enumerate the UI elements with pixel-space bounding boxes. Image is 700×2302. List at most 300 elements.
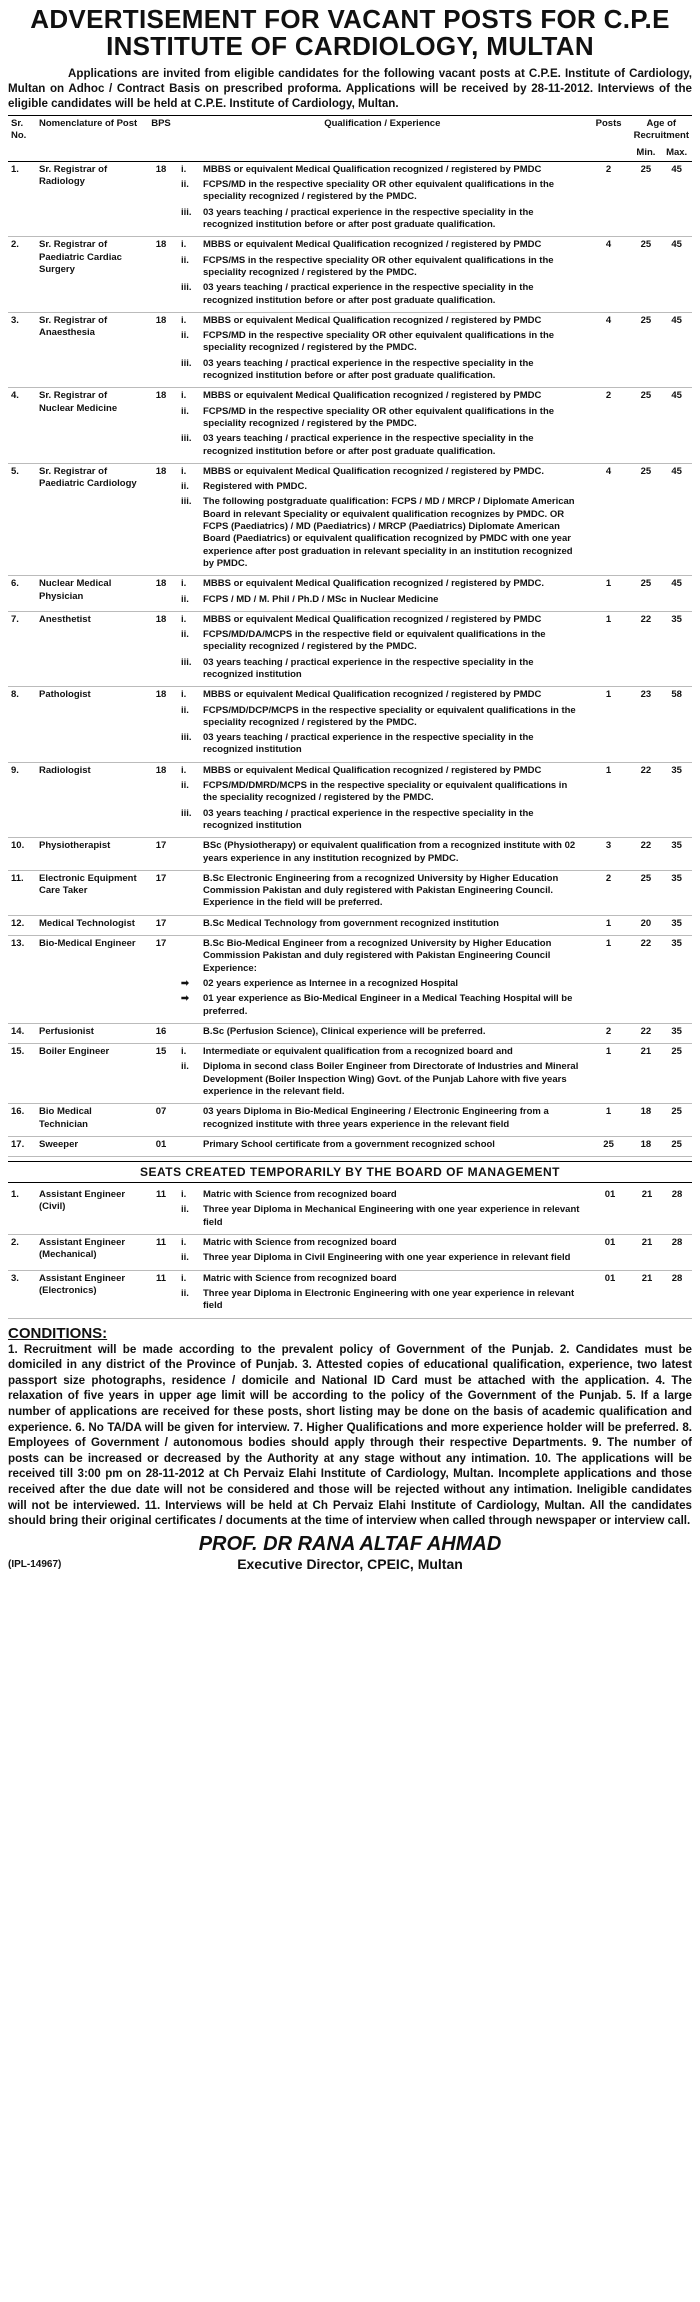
post-name: Nuclear Medical Physician — [36, 576, 144, 612]
qualification-text: Primary School certificate from a government recognized school — [203, 1138, 495, 1150]
post-name: Sr. Registrar of Paediatric Cardiology — [36, 463, 144, 575]
qualification-marker: ➡ — [181, 977, 189, 989]
post-qualification — [178, 576, 587, 612]
post-name: Assistant Engineer (Civil) — [36, 1187, 144, 1234]
post-count: 1 — [587, 576, 631, 612]
qualification-item — [181, 433, 584, 458]
post-serial: 6. — [8, 576, 36, 612]
header-qualification: Qualification / Experience — [178, 116, 587, 162]
post-age-max: 28 — [662, 1235, 692, 1271]
header-name: Nomenclature of Post — [36, 116, 144, 162]
temporary-seats-heading: SEATS CREATED TEMPORARILY BY THE BOARD OF MANAGEMENT — [8, 1161, 692, 1183]
signatory-name: PROF. DR RANA ALTAF AHMAD — [198, 1532, 502, 1555]
qualification-text: 03 years teaching / practical experience in the respective speciality in the recognized institution — [203, 656, 534, 680]
post-count: 1 — [587, 915, 631, 935]
post-age-max: 35 — [661, 611, 692, 686]
post-serial: 14. — [8, 1023, 36, 1043]
post-serial: 5. — [8, 463, 36, 575]
qualification-marker: ii. — [181, 330, 189, 342]
qualification-text: MBBS or equivalent Medical Qualification recognized / registered by PMDC — [203, 163, 542, 175]
post-age-max: 28 — [662, 1187, 692, 1234]
qualification-item — [181, 614, 584, 626]
qualification-text: Three year Diploma in Civil Engineering with one year experience in relevant field — [203, 1252, 571, 1264]
table-row — [8, 576, 692, 612]
post-bps: 18 — [144, 161, 178, 236]
post-qualification — [178, 1235, 588, 1271]
qualification-marker: i. — [181, 1189, 187, 1201]
post-qualification — [178, 687, 587, 762]
post-age-max: 45 — [661, 388, 692, 463]
post-age-min: 25 — [631, 463, 662, 575]
post-qualification — [178, 870, 587, 915]
qualification-marker: ii. — [181, 405, 189, 417]
post-name: Sweeper — [36, 1136, 144, 1156]
post-age-max: 35 — [661, 870, 692, 915]
post-name: Radiologist — [36, 762, 144, 837]
post-count: 25 — [587, 1136, 631, 1156]
post-bps: 17 — [144, 915, 178, 935]
post-bps: 18 — [144, 312, 178, 387]
signature-block — [128, 1533, 572, 1572]
qualification-item — [181, 938, 584, 975]
qualification-marker: i. — [181, 613, 187, 625]
qualification-text: B.Sc Electronic Engineering from a recognized University by Higher Education Commission Pakistan and duly registered with Pakistan Engineering Council. Experience in the field will be preferred. — [203, 872, 559, 909]
post-qualification — [178, 1270, 588, 1318]
post-bps: 16 — [144, 1023, 178, 1043]
post-count: 1 — [587, 1104, 631, 1137]
post-qualification — [178, 161, 587, 236]
post-age-min: 25 — [631, 237, 662, 312]
post-serial: 1. — [8, 1187, 36, 1234]
qualification-item — [181, 780, 584, 805]
post-serial: 2. — [8, 237, 36, 312]
qualification-item — [181, 993, 584, 1018]
post-serial: 8. — [8, 687, 36, 762]
qualification-item — [181, 918, 584, 930]
post-bps: 18 — [144, 463, 178, 575]
post-age-max: 28 — [662, 1270, 692, 1318]
conditions-heading: CONDITIONS: — [8, 1324, 108, 1342]
post-qualification — [178, 1136, 587, 1156]
qualification-marker — [181, 873, 203, 910]
qualification-marker: ii. — [181, 704, 189, 716]
post-age-min: 18 — [631, 1104, 662, 1137]
post-bps: 11 — [144, 1270, 178, 1318]
conditions-text: 1. Recruitment will be made according to the prevalent policy of Government of the Punjab. 2. Candidates must be domiciled in any district of the Province of Punjab. 3. Attested copies of educational qualification, experience, two latest passport size photographs, residence / domicile and National ID Card must be attached with the application. 4. The relaxation of five years in upper age limit will be according to the policy of the Government of the Punjab. 5. If a large number of applications are received for these posts, short listing may be done on the basis of academic qualification and experience. 6. No TA/DA will be given for interview. 7. Higher Qualifications and more experience holder will be preferred. 8. Employees of Government / autonomous bodies should apply through their respective Departments. 9. The number of posts can be increased or decreased by the Authority at any stage without any intimation. 10. The applications will be received till 3:00 pm on 28-11-2012 at Ch Pervaiz Elahi Institute of Cardiology, Multan. Incomplete applications and those received after the due date will not be considered and those will be rejected without any intimation. Ineligible candidates will not be interviewed. 11. Interviews will be held at Ch Pervaiz Elahi Institute of Cardiology, Multan. All the candidates should bring their original certificates / documents at the time of interview when called through newspaper or interview call. — [8, 1342, 692, 1528]
post-count: 3 — [587, 838, 631, 871]
qualification-text: 03 years teaching / practical experience in the respective speciality in the recognized institution — [203, 807, 534, 831]
post-age-min: 22 — [631, 762, 662, 837]
qualification-item — [181, 315, 584, 327]
table-row — [8, 1187, 692, 1234]
qualification-marker: i. — [181, 390, 187, 402]
qualification-item — [181, 496, 584, 570]
qualification-marker: i. — [181, 1046, 187, 1058]
post-bps: 18 — [144, 762, 178, 837]
table-row — [8, 1270, 692, 1318]
post-age-min: 22 — [631, 1023, 662, 1043]
qualification-text: FCPS/MS in the respective speciality OR other equivalent qualifications in the speciality recognized / registered by the PMDC. — [203, 254, 554, 278]
qualification-text: MBBS or equivalent Medical Qualification recognized / registered by PMDC — [203, 764, 542, 776]
qualification-text: FCPS/MD in the respective speciality OR other equivalent qualifications in the speciality recognized / registered by the PMDC. — [203, 405, 555, 429]
header-age: Age of Recruitment — [631, 116, 692, 145]
qualification-text: B.Sc (Perfusion Science), Clinical experience will be preferred. — [203, 1025, 486, 1037]
post-name: Perfusionist — [36, 1023, 144, 1043]
qualification-item — [181, 358, 584, 383]
post-age-max: 25 — [661, 1104, 692, 1137]
post-serial: 3. — [8, 1270, 36, 1318]
qualification-marker: ii. — [181, 780, 189, 792]
post-serial: 10. — [8, 838, 36, 871]
post-age-min: 23 — [631, 687, 662, 762]
post-age-min: 22 — [631, 838, 662, 871]
post-bps: 18 — [144, 611, 178, 686]
post-name: Sr. Registrar of Anaesthesia — [36, 312, 144, 387]
post-age-max: 25 — [661, 1044, 692, 1104]
post-bps: 15 — [144, 1044, 178, 1104]
table-row — [8, 1023, 692, 1043]
qualification-marker: ii. — [181, 593, 189, 605]
qualification-marker: ii. — [181, 179, 189, 191]
post-age-max: 45 — [661, 576, 692, 612]
qualification-marker: iii. — [181, 282, 192, 294]
header-sr: Sr. No. — [8, 116, 36, 162]
qualification-marker: i. — [181, 578, 187, 590]
post-name: Medical Technologist — [36, 915, 144, 935]
post-qualification — [178, 463, 587, 575]
post-name: Physiotherapist — [36, 838, 144, 871]
qualification-marker: i. — [181, 465, 187, 477]
qualification-marker: iii. — [181, 496, 192, 508]
qualification-item — [181, 1204, 585, 1229]
qualification-marker: ii. — [181, 481, 189, 493]
qualification-item — [181, 689, 584, 701]
post-serial: 11. — [8, 870, 36, 915]
qualification-marker — [181, 1139, 203, 1151]
post-count: 4 — [587, 463, 631, 575]
qualification-text: MBBS or equivalent Medical Qualification recognized / registered by PMDC. — [203, 465, 545, 477]
qualification-item — [181, 1189, 585, 1201]
qualification-marker — [181, 938, 203, 975]
post-name: Sr. Registrar of Nuclear Medicine — [36, 388, 144, 463]
qualification-marker: i. — [181, 1237, 187, 1249]
qualification-marker — [181, 1026, 203, 1038]
post-count: 1 — [587, 1044, 631, 1104]
post-age-min: 18 — [631, 1136, 662, 1156]
post-qualification — [178, 388, 587, 463]
post-bps: 11 — [144, 1235, 178, 1271]
signatory-designation: Executive Director, CPEIC, Multan — [237, 1555, 463, 1572]
post-serial: 17. — [8, 1136, 36, 1156]
table-row — [8, 611, 692, 686]
qualification-item — [181, 1106, 584, 1131]
post-name: Bio-Medical Engineer — [36, 936, 144, 1024]
qualification-text: Matric with Science from recognized board — [203, 1237, 397, 1249]
post-qualification — [178, 936, 587, 1024]
qualification-text: 01 year experience as Bio-Medical Engineer in a Medical Teaching Hospital will be preferred. — [203, 993, 573, 1017]
post-qualification — [178, 838, 587, 871]
qualification-text: FCPS/MD/DCP/MCPS in the respective speciality or equivalent qualifications in the speciality recognized / registered by the PMDC. — [203, 704, 576, 728]
post-age-min: 22 — [631, 936, 662, 1024]
post-qualification — [178, 1104, 587, 1137]
qualification-item — [181, 466, 584, 478]
post-age-max: 58 — [661, 687, 692, 762]
table-row — [8, 1104, 692, 1137]
post-name: Assistant Engineer (Electronics) — [36, 1270, 144, 1318]
post-name: Anesthetist — [36, 611, 144, 686]
qualification-text: FCPS/MD in the respective speciality OR other equivalent qualifications in the speciality recognized / registered by the PMDC. — [203, 179, 555, 203]
post-count: 1 — [587, 762, 631, 837]
post-serial: 2. — [8, 1235, 36, 1271]
post-age-max: 35 — [661, 838, 692, 871]
qualification-item — [181, 1026, 584, 1038]
qualification-text: MBBS or equivalent Medical Qualification recognized / registered by PMDC — [203, 239, 542, 251]
qualification-item — [181, 330, 584, 355]
post-serial: 12. — [8, 915, 36, 935]
reference-code: (IPL-14967) — [8, 1558, 62, 1570]
qualification-item — [181, 239, 584, 251]
qualification-text: B.Sc Medical Technology from government recognized institution — [203, 917, 499, 929]
qualification-item — [181, 1046, 584, 1058]
table-row — [8, 762, 692, 837]
qualification-item — [181, 705, 584, 730]
post-count: 01 — [588, 1270, 632, 1318]
qualification-text: Matric with Science from recognized board — [203, 1272, 397, 1284]
table-row — [8, 161, 692, 236]
table-row — [8, 1044, 692, 1104]
qualification-item — [181, 282, 584, 307]
qualification-item — [181, 629, 584, 654]
qualification-item — [181, 255, 584, 280]
qualification-text: B.Sc Bio-Medical Engineer from a recognized University by Higher Education Commission Pakistan and duly registered with Pakistan Engineering Council Experience: — [203, 938, 552, 974]
qualification-text: FCPS/MD/DMRD/MCPS in the respective speciality or equivalent qualifications in the speciality recognized / registered by the PMDC. — [203, 780, 568, 804]
post-age-max: 45 — [661, 161, 692, 236]
post-name: Sr. Registrar of Paediatric Cardiac Surgery — [36, 237, 144, 312]
post-name: Sr. Registrar of Radiology — [36, 161, 144, 236]
post-age-min: 25 — [631, 312, 662, 387]
qualification-item — [181, 657, 584, 682]
post-age-min: 25 — [631, 388, 662, 463]
post-serial: 15. — [8, 1044, 36, 1104]
post-bps: 17 — [144, 936, 178, 1024]
post-bps: 17 — [144, 870, 178, 915]
post-age-min: 25 — [631, 576, 662, 612]
intro-paragraph: Applications are invited from eligible candidates for the following vacant posts at C.P.E. Institute of Cardiology, Multan on Adhoc / Contract Basis on prescribed proforma. Applications will be received by 28-11-2012. Interviews of the eligible candidates will be held at C.P.E. Institute of Cardiology, Multan. — [8, 67, 692, 110]
qualification-text: Three year Diploma in Mechanical Engineering with one year experience in relevant field — [203, 1204, 580, 1228]
post-age-max: 45 — [661, 463, 692, 575]
qualification-marker — [181, 840, 203, 865]
header-bps: BPS — [144, 116, 178, 162]
qualification-item — [181, 808, 584, 833]
post-serial: 9. — [8, 762, 36, 837]
qualification-marker: ➡ — [181, 993, 189, 1005]
qualification-item — [181, 765, 584, 777]
post-serial: 13. — [8, 936, 36, 1024]
qualification-text: BSc (Physiotherapy) or equivalent qualification from a recognized institute with 02 years experience in any institution recognized by PMDC. — [203, 840, 576, 864]
qualification-marker: i. — [181, 1272, 187, 1284]
post-bps: 07 — [144, 1104, 178, 1137]
post-qualification — [178, 237, 587, 312]
qualification-marker: ii. — [181, 629, 189, 641]
qualification-text: FCPS / MD / M. Phil / Ph.D / MSc in Nuclear Medicine — [203, 593, 439, 605]
qualification-item — [181, 1061, 584, 1098]
post-bps: 18 — [144, 388, 178, 463]
qualification-item — [181, 732, 584, 757]
qualification-text: Matric with Science from recognized board — [203, 1189, 397, 1201]
qualification-text: Intermediate or equivalent qualification from a recognized board and — [203, 1046, 513, 1058]
qualification-item — [181, 840, 584, 865]
post-count: 1 — [587, 687, 631, 762]
qualification-text: 02 years experience as Internee in a recognized Hospital — [203, 977, 459, 989]
qualification-marker: iii. — [181, 732, 192, 744]
post-age-max: 35 — [661, 915, 692, 935]
post-name: Bio Medical Technician — [36, 1104, 144, 1137]
post-age-min: 21 — [632, 1270, 662, 1318]
qualification-text: MBBS or equivalent Medical Qualification recognized / registered by PMDC — [203, 613, 542, 625]
table-row — [8, 388, 692, 463]
post-bps: 18 — [144, 687, 178, 762]
qualification-text: Registered with PMDC. — [203, 481, 307, 493]
qualification-marker: ii. — [181, 1252, 189, 1264]
qualification-item — [181, 179, 584, 204]
header-posts: Posts — [587, 116, 631, 162]
qualification-text: FCPS/MD/DA/MCPS in the respective field or equivalent qualifications in the speciality recognized / registered by the PMDC. — [203, 629, 546, 653]
qualification-marker: ii. — [181, 1204, 189, 1216]
qualification-item — [181, 1139, 584, 1151]
post-name: Pathologist — [36, 687, 144, 762]
qualification-marker: iii. — [181, 357, 192, 369]
post-serial: 4. — [8, 388, 36, 463]
qualification-marker: i. — [181, 689, 187, 701]
qualification-text: MBBS or equivalent Medical Qualification recognized / registered by PMDC — [203, 314, 542, 326]
post-bps: 01 — [144, 1136, 178, 1156]
post-serial: 3. — [8, 312, 36, 387]
post-serial: 7. — [8, 611, 36, 686]
post-count: 01 — [588, 1235, 632, 1271]
qualification-text: FCPS/MD in the respective speciality OR other equivalent qualifications in the speciality recognized / registered by the PMDC. — [203, 330, 555, 354]
qualification-text: 03 years teaching / practical experience in the respective speciality in the recognized institution before or after post graduate qualification. — [203, 206, 534, 231]
qualification-marker: i. — [181, 239, 187, 251]
post-qualification — [178, 762, 587, 837]
table-header-row — [8, 116, 692, 145]
qualification-item — [181, 978, 584, 990]
post-age-min: 21 — [632, 1187, 662, 1234]
qualification-text: MBBS or equivalent Medical Qualification recognized / registered by PMDC. — [203, 578, 545, 590]
post-count: 2 — [587, 870, 631, 915]
qualification-item — [181, 578, 584, 590]
temporary-posts-body — [8, 1187, 692, 1318]
post-name: Electronic Equipment Care Taker — [36, 870, 144, 915]
qualification-marker: ii. — [181, 1061, 189, 1073]
qualification-text: 03 years teaching / practical experience in the respective speciality in the recognized institution before or after post graduate qualification. — [203, 282, 534, 306]
table-row — [8, 687, 692, 762]
post-bps: 18 — [144, 576, 178, 612]
post-name: Boiler Engineer — [36, 1044, 144, 1104]
header-max: Max. — [661, 145, 692, 162]
qualification-marker — [181, 918, 203, 930]
posts-table — [8, 115, 692, 1157]
post-age-max: 45 — [661, 237, 692, 312]
table-row — [8, 237, 692, 312]
post-serial: 16. — [8, 1104, 36, 1137]
qualification-item — [181, 1273, 585, 1285]
qualification-item — [181, 390, 584, 402]
qualification-item — [181, 1237, 585, 1249]
table-row — [8, 915, 692, 935]
page-title: ADVERTISEMENT FOR VACANT POSTS FOR C.P.E INSTITUTE OF CARDIOLOGY, MULTAN — [30, 4, 670, 61]
qualification-marker: i. — [181, 163, 187, 175]
post-count: 1 — [587, 611, 631, 686]
qualification-marker: ii. — [181, 1287, 189, 1299]
post-qualification — [178, 1023, 587, 1043]
qualification-text: The following postgraduate qualification: FCPS / MD / MRCP / Diplomate American Board in relevant Speciality or equivalent qualification recognizes by PMDC. OR FCPS (Paediatrics) / MD (Paediatrics) / MRCP (Paediatrics) Diplomate American Board (Paediatrics) or equivalent qualification recognized by PMDC with one year experience after post graduation in relevant speciality in an institution recognized by PMDC. — [203, 496, 575, 569]
table-row — [8, 870, 692, 915]
post-count: 2 — [587, 161, 631, 236]
post-qualification — [178, 915, 587, 935]
qualification-marker: i. — [181, 764, 187, 776]
post-qualification — [178, 1187, 588, 1234]
qualification-text: Three year Diploma in Electronic Engineering with one year experience in relevant field — [203, 1287, 575, 1312]
post-qualification — [178, 611, 587, 686]
table-row — [8, 936, 692, 1024]
posts-body — [8, 161, 692, 1156]
qualification-marker: i. — [181, 314, 187, 326]
qualification-text: 03 years teaching / practical experience in the respective speciality in the recognized institution before or after post graduate qualification. — [203, 433, 534, 457]
qualification-marker: iii. — [181, 433, 192, 445]
post-bps: 17 — [144, 838, 178, 871]
temporary-posts-table — [8, 1187, 692, 1318]
post-age-min: 22 — [631, 611, 662, 686]
table-row — [8, 1136, 692, 1156]
qualification-item — [181, 1252, 585, 1264]
qualification-item — [181, 1288, 585, 1313]
post-age-min: 20 — [631, 915, 662, 935]
post-age-max: 25 — [661, 1136, 692, 1156]
qualification-text: 03 years Diploma in Bio-Medical Engineering / Electronic Engineering from a recognized institute with three years experience in the relevant field — [203, 1106, 549, 1130]
post-age-min: 25 — [631, 870, 662, 915]
post-age-min: 21 — [631, 1044, 662, 1104]
qualification-marker — [181, 1106, 203, 1131]
post-qualification — [178, 1044, 587, 1104]
post-age-min: 21 — [632, 1235, 662, 1271]
post-count: 4 — [587, 312, 631, 387]
post-bps: 11 — [144, 1187, 178, 1234]
qualification-item — [181, 873, 584, 910]
post-qualification — [178, 312, 587, 387]
qualification-item — [181, 406, 584, 431]
post-age-max: 45 — [661, 312, 692, 387]
post-age-max: 35 — [661, 762, 692, 837]
post-age-min: 25 — [631, 161, 662, 236]
qualification-marker: ii. — [181, 254, 189, 266]
post-age-max: 35 — [661, 936, 692, 1024]
qualification-item — [181, 207, 584, 232]
post-count: 1 — [587, 936, 631, 1024]
post-age-max: 35 — [661, 1023, 692, 1043]
post-serial: 1. — [8, 161, 36, 236]
qualification-item — [181, 481, 584, 493]
header-min: Min. — [631, 145, 662, 162]
table-row — [8, 1235, 692, 1271]
post-count: 01 — [588, 1187, 632, 1234]
post-bps: 18 — [144, 237, 178, 312]
qualification-text: 03 years teaching / practical experience in the respective speciality in the recognized institution — [203, 732, 534, 756]
qualification-marker: iii. — [181, 206, 192, 218]
qualification-marker: iii. — [181, 656, 192, 668]
post-count: 4 — [587, 237, 631, 312]
qualification-text: Diploma in second class Boiler Engineer from Directorate of Industries and Mineral Development (Boiler Inspection Wing) Govt. of the Punjab Lahore with five years experience in the relevant field. — [203, 1061, 579, 1097]
qualification-text: MBBS or equivalent Medical Qualification recognized / registered by PMDC — [203, 689, 542, 701]
